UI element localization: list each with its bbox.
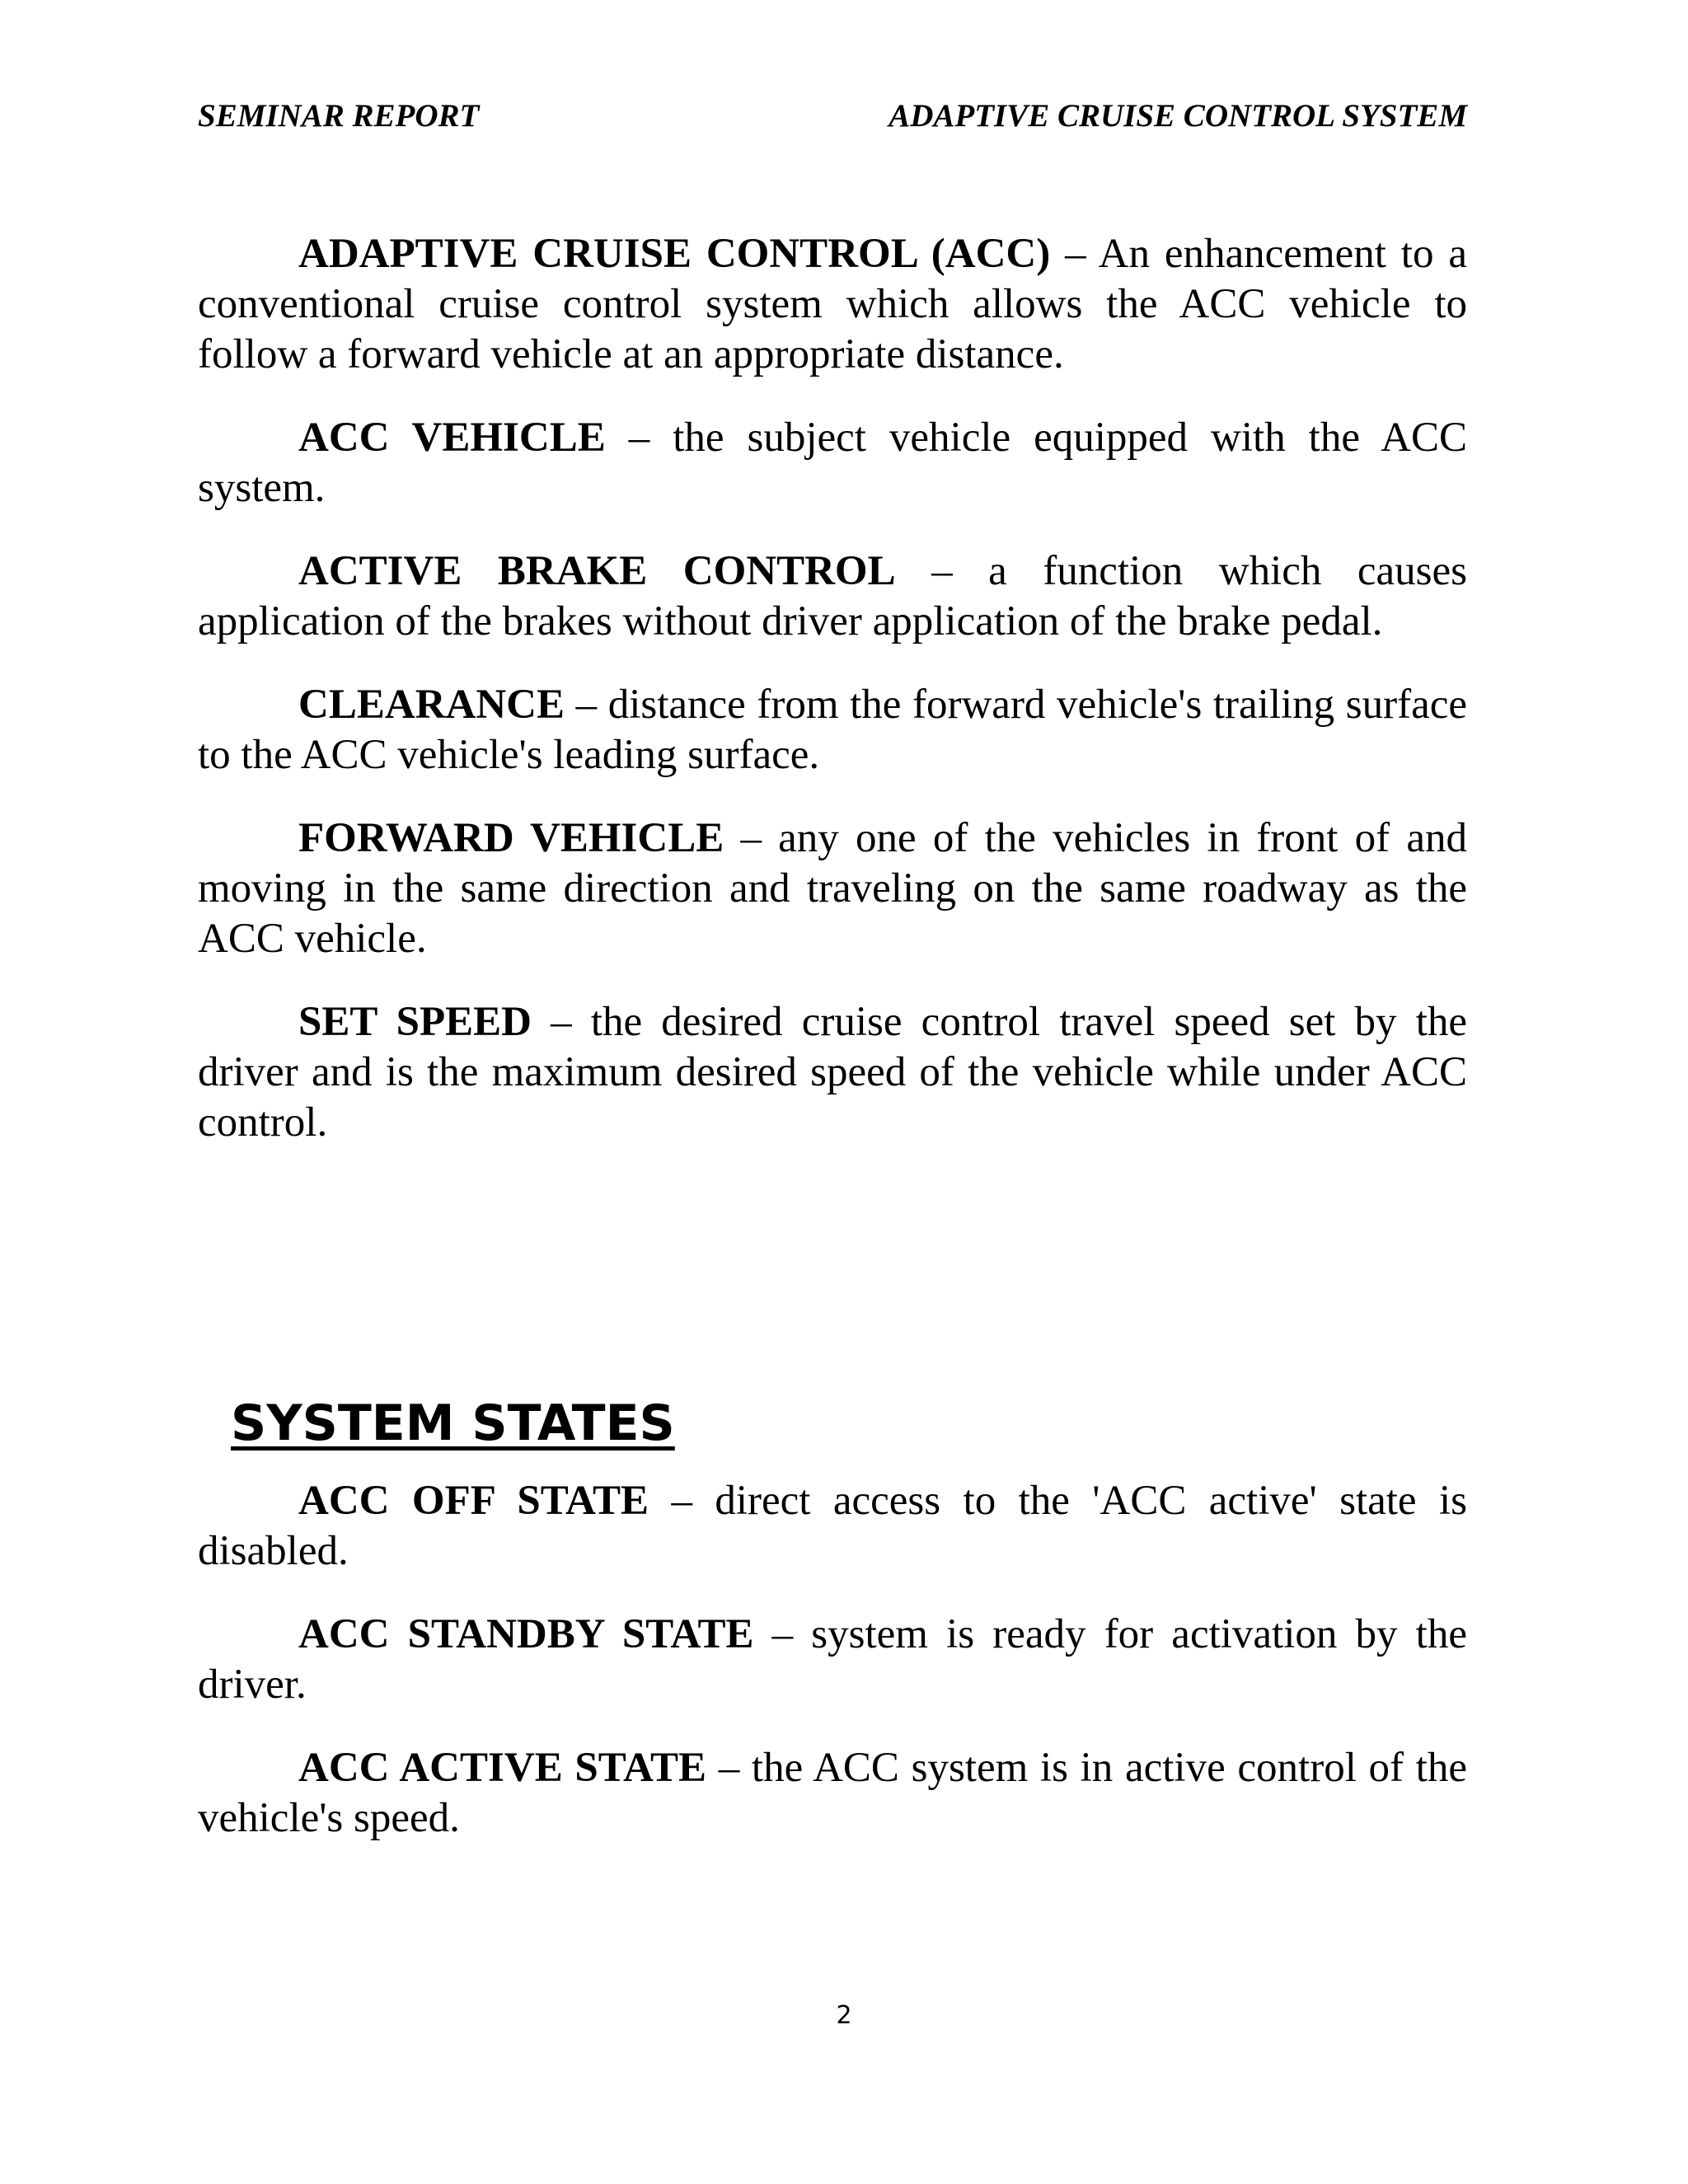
definition-term: SET SPEED [298,999,532,1045]
page-content [198,229,1467,1844]
definition-text: – a function which causes application of the brakes without driver application of the brake pedal. [198,548,1467,644]
state-term: ACC STANDBY STATE [298,1611,754,1657]
definition-text: – any one of the vehicles in front of and moving in the same direction and traveling on the same roadway as the ACC vehicle. [198,815,1467,962]
header-report-label: SEMINAR REPORT [198,98,480,134]
definition-term: ACTIVE BRAKE CONTROL [298,548,896,594]
state-acc-standby [198,1610,1467,1710]
section-heading-system-states: SYSTEM STATES [231,1394,675,1452]
state-term: ACC OFF STATE [298,1478,649,1524]
definition-acc-vehicle [198,413,1467,513]
definition-text: – the desired cruise control travel speed set by the driver and is the maximum desired speed of the vehicle while under ACC control. [198,999,1468,1146]
state-acc-off [198,1476,1467,1577]
definition-term: ADAPTIVE CRUISE CONTROL (ACC) [298,231,1051,277]
state-text: – the ACC system is in active control of the vehicle's speed. [198,1745,1467,1841]
state-term: ACC ACTIVE STATE [298,1745,707,1791]
definition-forward-vehicle [198,813,1467,964]
definition-acc [198,229,1467,380]
definition-active-brake-control [198,546,1467,647]
definition-clearance [198,680,1467,780]
state-text: – direct access to the 'ACC active' state is disabled. [198,1478,1467,1574]
definition-term: CLEARANCE [298,682,565,728]
definition-set-speed [198,997,1467,1148]
definition-text: – the subject vehicle equipped with the ACC system. [198,415,1467,511]
definition-text: – distance from the forward vehicle's trailing surface to the ACC vehicle's leading surface. [198,682,1467,778]
state-acc-active [198,1743,1467,1844]
state-text: – system is ready for activation by the driver. [198,1611,1467,1708]
definition-text: – An enhancement to a conventional cruise control system which allows the ACC vehicle to follow a forward vehicle at an appropriate distance. [198,231,1467,377]
header-document-title: ADAPTIVE CRUISE CONTROL SYSTEM [889,98,1467,134]
running-header [198,97,1467,138]
definition-term: FORWARD VEHICLE [298,815,724,861]
definition-term: ACC VEHICLE [298,415,606,461]
page-number: 2 [836,2001,852,2030]
